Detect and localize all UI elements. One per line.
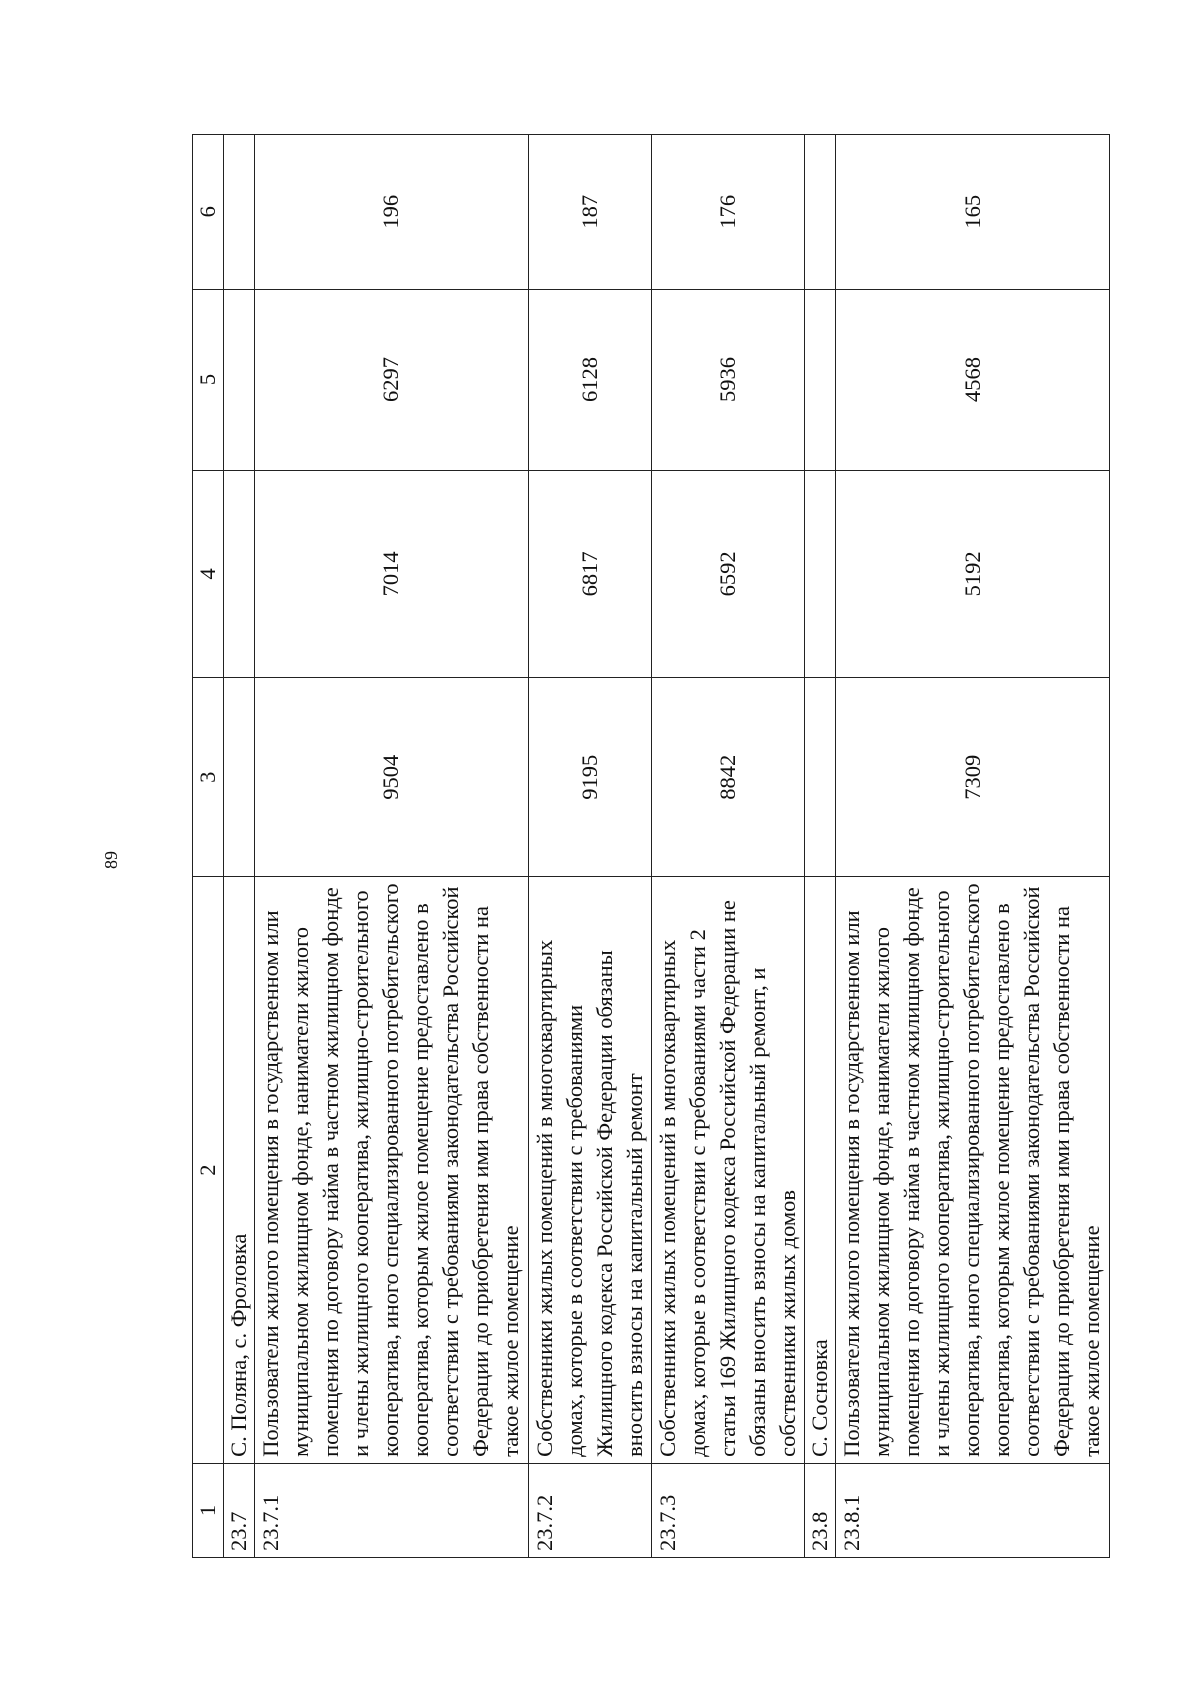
- column-number: 1: [193, 1463, 224, 1557]
- section-row: [805, 135, 836, 1558]
- row-description: Пользователи жилого помещения в государственном или муниципальном жилищном фонде, наниматели жилого помещения по договору найма в частном жилищном фонде и члены жилищного кооператива, жилищно-строительного кооператива, иного специализированного потребительского кооператива, которым жилое помещение предоставлено в соответствии с требованиями законодательства Российской Федерации до приобретения ими права собственности на такое жилое помещение: [255, 877, 529, 1464]
- row-code: 23.7.3: [651, 1463, 804, 1557]
- column-number: 4: [193, 470, 224, 678]
- value-cell: 7309: [836, 678, 1110, 877]
- page-number: 89: [101, 851, 121, 869]
- row-description: Собственники жилых помещений в многоквартирных домах, которые в соответствии с требованиями Жилищного кодекса Российской Федерации обязаны вносить взносы на капитальный ремонт: [528, 877, 651, 1464]
- column-number: 5: [193, 289, 224, 470]
- column-number: 2: [193, 877, 224, 1464]
- table-row: [651, 135, 804, 1558]
- value-cell: 6817: [528, 470, 651, 678]
- value-cell: [805, 289, 836, 470]
- value-cell: 176: [651, 135, 804, 290]
- column-number-row: [193, 135, 224, 1558]
- value-cell: [224, 470, 255, 678]
- row-description: Собственники жилых помещений в многоквартирных домах, которые в соответствии с требованиями части 2 статьи 169 Жилищного кодекса Российской Федерации не обязаны вносить взносы на капитальный ремонт, и собственники жилых домов: [651, 877, 804, 1464]
- section-row: [224, 135, 255, 1558]
- value-cell: 196: [255, 135, 529, 290]
- value-cell: 9195: [528, 678, 651, 877]
- value-cell: 4568: [836, 289, 1110, 470]
- row-code: 23.7.2: [528, 1463, 651, 1557]
- value-cell: [224, 135, 255, 290]
- row-code: 23.7: [224, 1463, 255, 1557]
- value-cell: 9504: [255, 678, 529, 877]
- tariff-table: [192, 134, 1110, 1558]
- value-cell: 6592: [651, 470, 804, 678]
- value-cell: 6128: [528, 289, 651, 470]
- section-title: С. Поляна, с. Фроловка: [224, 877, 255, 1464]
- row-code: 23.8: [805, 1463, 836, 1557]
- section-title: С. Сосновка: [805, 877, 836, 1464]
- row-code: 23.7.1: [255, 1463, 529, 1557]
- table-row: [255, 135, 529, 1558]
- rotated-table-wrapper: [192, 134, 1110, 1558]
- table-row: [836, 135, 1110, 1558]
- value-cell: 187: [528, 135, 651, 290]
- value-cell: [805, 678, 836, 877]
- column-number: 6: [193, 135, 224, 290]
- row-code: 23.8.1: [836, 1463, 1110, 1557]
- value-cell: [805, 470, 836, 678]
- value-cell: 8842: [651, 678, 804, 877]
- value-cell: [224, 678, 255, 877]
- value-cell: 6297: [255, 289, 529, 470]
- value-cell: [224, 289, 255, 470]
- value-cell: 5192: [836, 470, 1110, 678]
- row-description: Пользователи жилого помещения в государственном или муниципальном жилищном фонде, наниматели жилого помещения по договору найма в частном жилищном фонде и члены жилищного кооператива, жилищно-строительного кооператива, иного специализированного потребительского кооператива, которым жилое помещение предоставлено в соответствии с требованиями законодательства Российской Федерации до приобретения ими права собственности на такое жилое помещение: [836, 877, 1110, 1464]
- value-cell: 7014: [255, 470, 529, 678]
- value-cell: 5936: [651, 289, 804, 470]
- value-cell: 165: [836, 135, 1110, 290]
- column-number: 3: [193, 678, 224, 877]
- table-row: [528, 135, 651, 1558]
- value-cell: [805, 135, 836, 290]
